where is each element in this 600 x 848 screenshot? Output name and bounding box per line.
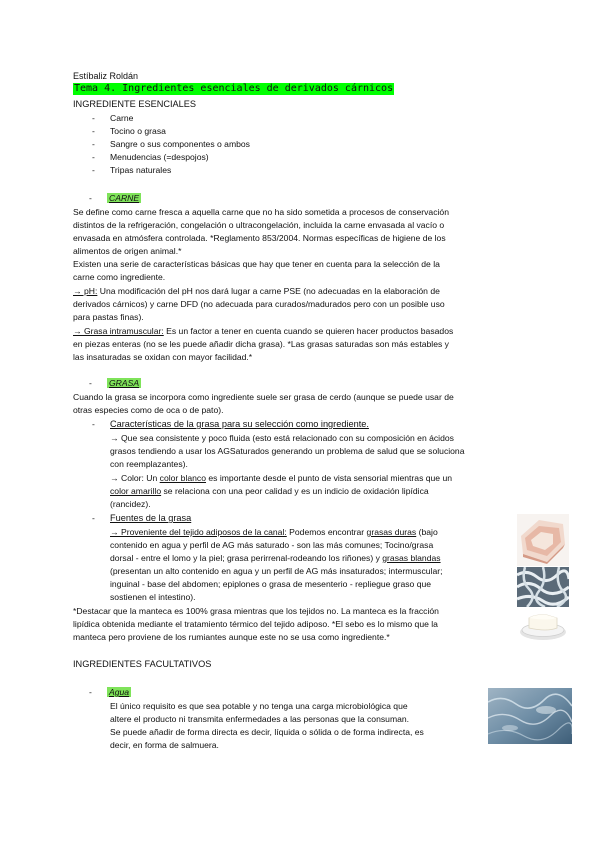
proveniente-line: inguinal - base del abdomen; epiplones o grasa de mesenterio - repliegue graso que [110, 579, 432, 589]
agua-line: decir, en forma de salmuera. [110, 740, 219, 750]
pork-fat-image [517, 514, 569, 566]
proveniente-line: contenido en agua y perfil de AG más saturado - son las más comunes; Tocino/grasa [110, 540, 434, 550]
carne-def-line: Se define como carne fresca a aquella carne que no ha sido sometida a procesos de conservación [73, 207, 449, 217]
author-name: Estíbaliz Roldán [73, 71, 139, 81]
list-item: - Menudencias (=despojos) [92, 151, 250, 164]
grasa-intramuscular-line: las insaturadas se oxidan con mayor facilidad.* [73, 352, 253, 362]
note-line: manteca pero proviene de los rumiantes aunque este no se usa como ingrediente.* [73, 632, 390, 642]
essential-list [92, 112, 250, 177]
water-image [488, 688, 572, 744]
proveniente-line: → Proveniente del tejido adiposos de la canal: Podemos encontrar grasas duras (bajo [110, 527, 438, 537]
grasa-intramuscular-paragraph: → Grasa intramuscular: Es un factor a tener en cuenta cuando se quieren hacer productos basados [73, 326, 454, 336]
color-amarillo: color amarillo [110, 486, 162, 496]
caracteristicas-title: Características de la grasa para su selección como ingrediente. [110, 419, 369, 429]
carne-heading: - CARNE [89, 193, 140, 203]
document-title: Tema 4. Ingredientes esenciales de derivados cárnicos [74, 83, 394, 94]
color-line: (rancidez). [110, 499, 151, 509]
caracteristicas-line: con reemplazantes). [110, 459, 188, 469]
proveniente-line: (presentan un alto contenido en agua y un perfil de AG más insaturados; intermuscular; [110, 566, 443, 576]
agua-line: El único requisito es que sea potable y no tenga una carga microbiológica que [110, 701, 408, 711]
proveniente-line: sostienen el intestino). [110, 592, 196, 602]
ph-label: → pH: [73, 286, 98, 296]
document-page: Estíbaliz Roldán Tema 4. Ingredientes esenciales de derivados cárnicos INGREDIENTE ESENCIALES - Carne - Tocino o grasa - Sangre o sus componentes o ambos - Menudencias (=despojos) - Tripas naturales - CARNE Se define como carne fresca a aquella carne que no ha sido sometida a procesos de conservación distintos de la refrigeración, congelación o ultracongelación, incluida la carne envasada al vacío o envasada en atmósfera controlada. *Reglamento 853/2004. Normas específicas de higiene de los alimentos de origen animal.* Existen una serie de características básicas que hay que tener en cuenta para la selección de la carne como ingrediente. → pH: Una modificación del pH nos dará lugar a carne PSE (no adecuadas en la elaboración de derivados cárnicos) y carne DFD (no adecuada para curados/madurados pero con un posible uso para pastas finas). → Grasa intramuscular: Es un factor a tener en cuenta cuando se quieren hacer productos basados en piezas enteras (no se les puede añadir dicha grasa). *Las grasas saturadas son más estables y las insaturadas se oxidan con mayor facilidad.* - GRASA Cuando la grasa se incorpora como ingrediente suele ser grasa de cerdo (aunque se puede usar de otras especies como de oca o de pato). - Características de la grasa para su selección como ingrediente. → Que sea consistente y poco fluida (esto está relacionado con su composición en ácidos grasos tendiendo a usar los AGSaturados generando un problema de salud que se soluciona con reemplazantes). → Color: Un color blanco es importante desde el punto de vista sensorial mientras que un color amarillo se relaciona con una peor calidad y es un indicio de oxidación lipídica (rancidez). - Fuentes de la grasa → Proveniente del tejido adiposos de la canal: Podemos encontrar grasas duras (bajo contenido en agua y perfil de AG más saturado - son las más comunes; Tocino/grasa dorsal - entre el lomo y la piel; grasa perirrenal-rodeando los riñones) y grasas blandas (presentan un alto contenido en agua y un perfil de AG más insaturados; intermuscular; inguinal - base del abdomen; epiplones o grasa de mesenterio - repliegue graso que sostienen el intestino). *Destacar que la manteca es 100% grasa mientras que los tejidos no. La manteca es la fracción lipídica obtenida mediante el tratamiento térmico del tejido adiposo. *El sebo es lo mismo que la manteca pero proviene de los rumiantes aunque este no se usa como ingrediente.* INGREDIENTES FACULTATIVOS - Agua El único requisito es que sea potable y no tenga una carga microbiológica que altere el producto ni transmita enfermedades a las personas que la consuman. Se puede añadir de forma directa es decir, líquida o sólida o de forma indirecta, es decir, en forma de salmuera. [0, 0, 600, 848]
grasa-intramuscular-label: → Grasa intramuscular: [73, 326, 164, 336]
fuentes-title: Fuentes de la grasa [110, 513, 192, 523]
caracteristicas-line: → Que sea consistente y poco fluida (esto está relacionado con su composición en ácidos [110, 433, 454, 443]
proveniente-line: dorsal - entre el lomo y la piel; grasa perirrenal-rodeando los riñones) y grasas blandas [110, 553, 441, 563]
list-item: - Carne [92, 112, 250, 125]
carne-def-line: carne como ingrediente. [73, 272, 166, 282]
grasas-blandas: grasas blandas [382, 553, 441, 563]
color-blanco: color blanco [159, 473, 207, 483]
color-line: → Color: Un color blanco es importante desde el punto de vista sensorial mientras que un [110, 473, 453, 483]
note-line: *Destacar que la manteca es 100% grasa mientras que los tejidos no. La manteca es la fracción [73, 606, 439, 616]
agua-line: altere el producto ni transmita enfermedades a las personas que la consuman. [110, 714, 410, 724]
carne-def-line: envasada en atmósfera controlada. *Reglamento 853/2004. Normas específicas de higiene de los [73, 233, 446, 243]
essential-heading: INGREDIENTE ESENCIALES [73, 99, 197, 109]
list-item: - Sangre o sus componentes o ambos [92, 138, 250, 151]
caul-fat-image [517, 567, 569, 607]
facultativos-heading: INGREDIENTES FACULTATIVOS [73, 659, 212, 669]
lard-image [517, 608, 569, 642]
proveniente-label: → Proveniente del tejido adiposos de la canal: [110, 527, 287, 537]
grasas-duras: grasas duras [366, 527, 417, 537]
list-item: - Tripas naturales [92, 164, 250, 177]
note-line: lipídica obtenida mediante el tratamiento térmico del tejido adiposo. *El sebo es lo mismo que la [73, 619, 438, 629]
list-item: - Tocino o grasa [92, 125, 250, 138]
agua-line: Se puede añadir de forma directa es decir, líquida o sólida o de forma indirecta, es [110, 727, 424, 737]
agua-heading: - Agua [89, 687, 130, 697]
carne-def-line: distintos de la refrigeración, congelación o ultracongelación, incluida la carne envasada al vacío o [73, 220, 445, 230]
ph-paragraph: → pH: Una modificación del pH nos dará lugar a carne PSE (no adecuadas en la elaboración de [73, 286, 440, 296]
color-line: color amarillo se relaciona con una peor calidad y es un indicio de oxidación lipídica [110, 486, 429, 496]
carne-def-line: Existen una serie de características básicas que hay que tener en cuenta para la selección de la [73, 259, 440, 269]
grasa-intro-line: Cuando la grasa se incorpora como ingrediente suele ser grasa de cerdo (aunque se puede usar de [73, 392, 454, 402]
grasa-heading: - GRASA [89, 378, 140, 388]
ph-line: derivados cárnicos) y carne DFD (no adecuada para curados/madurados pero con un posible uso [73, 299, 445, 309]
carne-def-line: alimentos de origen animal.* [73, 246, 182, 256]
caracteristicas-line: grasos tendiendo a usar los AGSaturados generando un problema de salud que se soluciona [110, 446, 465, 456]
grasa-intramuscular-line: en piezas enteras (no se les puede añadir dicha grasa). *Las grasas saturadas son más estables y [73, 339, 449, 349]
ph-line: para pastas finas). [73, 312, 144, 322]
grasa-intro-line: otras especies como de oca o de pato). [73, 405, 224, 415]
